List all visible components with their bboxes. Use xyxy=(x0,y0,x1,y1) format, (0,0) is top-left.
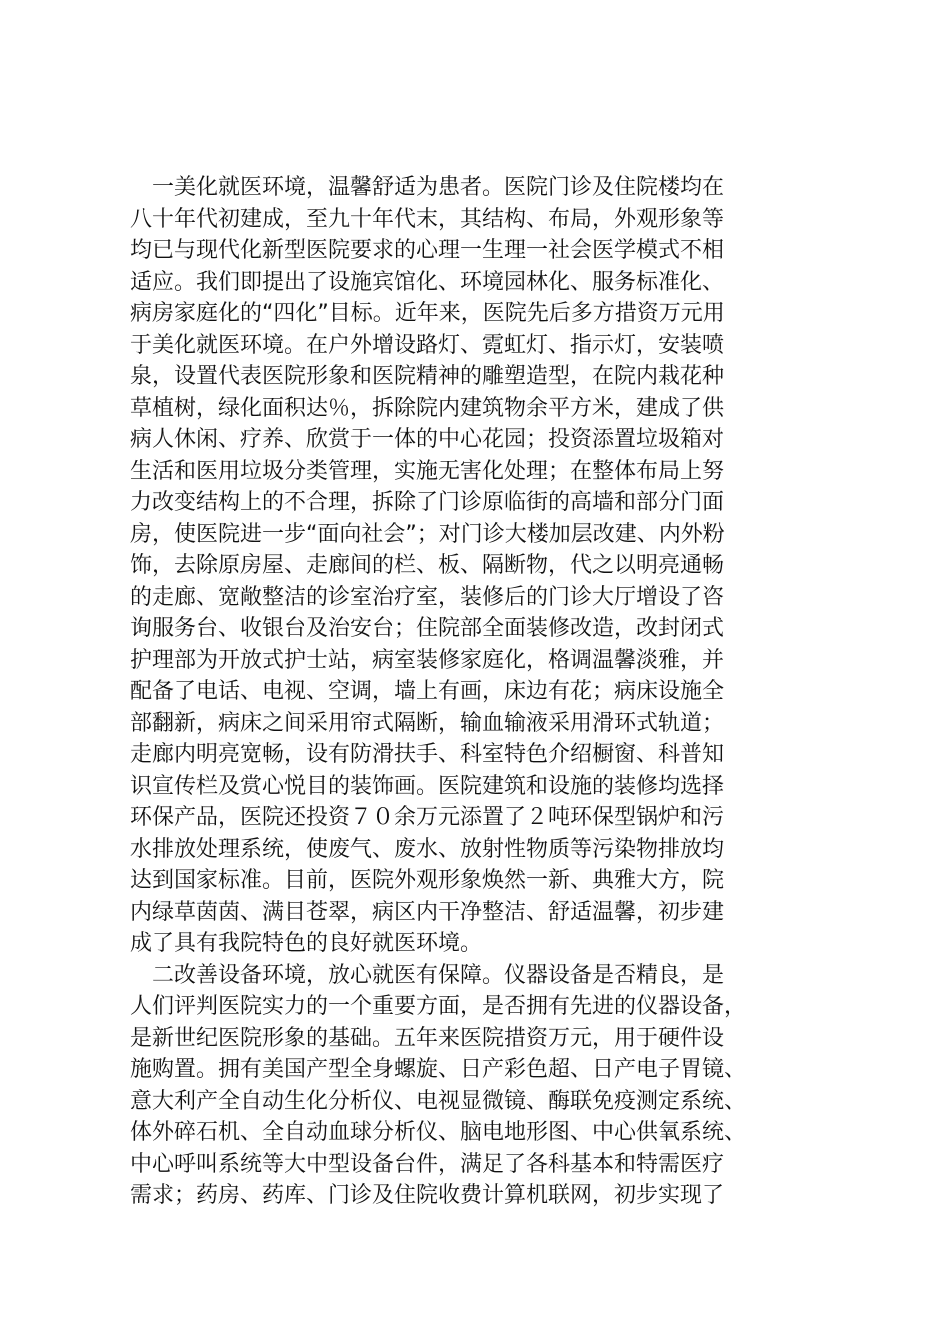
text-line: 部翻新，病床之间采用帘式隔断，输血输液采用滑环式轨道； xyxy=(130,710,725,736)
text-line: 于美化就医环境。在户外增设路灯、霓虹灯、指示灯，安装喷 xyxy=(130,332,725,358)
text-line: 配备了电话、电视、空调，墙上有画，床边有花；病床设施全 xyxy=(130,679,725,704)
text-line: 均已与现代化新型医院要求的心理一生理一社会医学模式不相 xyxy=(130,238,725,263)
text-line: 需求；药房、药库、门诊及住院收费计算机联网，初步实现了 xyxy=(130,1183,725,1208)
text-line: 询服务台、收银台及治安台；住院部全面装修改造，改封闭式 xyxy=(130,616,725,641)
text-line: 是新世纪医院形象的基础。五年来医院措资万元，用于硬件设 xyxy=(130,1025,725,1051)
text-line: 力改变结构上的不合理，拆除了门诊原临街的高墙和部分门面 xyxy=(130,490,725,515)
text-line: 草植树，绿化面积达％，拆除院内建筑物余平方米，建成了供 xyxy=(130,395,725,421)
paragraph-2 xyxy=(130,960,830,1212)
text-line: 施购置。拥有美国产型全身螺旋、日产彩色超、日产电子胃镜、 xyxy=(130,1057,747,1082)
text-line: 病房家庭化的“四化”目标。近年来，医院先后多方措资万元用 xyxy=(130,301,725,326)
text-line: 水排放处理系统，使废气、废水、放射性物质等污染物排放均 xyxy=(130,836,725,862)
text-line: 病人休闲、疗养、欣赏于一体的中心花园；投资添置垃圾箱对 xyxy=(130,427,725,452)
text-line: 识宣传栏及赏心悦目的装饰画。医院建筑和设施的装修均选择 xyxy=(130,773,725,799)
text-line: 护理部为开放式护士站，病室装修家庭化，格调温馨淡雅，并 xyxy=(130,647,725,673)
text-line: 走廊内明亮宽畅，设有防滑扶手、科室特色介绍橱窗、科普知 xyxy=(130,742,725,767)
paragraph-1 xyxy=(130,172,830,960)
text-line: 内绿草茵茵、满目苍翠，病区内干净整洁、舒适温馨，初步建 xyxy=(130,899,725,925)
text-line: 生活和医用垃圾分类管理，实施无害化处理；在整体布局上努 xyxy=(130,458,725,484)
text-line: 二改善设备环境，放心就医有保障。仪器设备是否精良，是 xyxy=(130,962,725,988)
document-body xyxy=(130,172,830,1212)
text-line: 体外碎石机、全自动血球分析仪、脑电地形图、中心供氧系统、 xyxy=(130,1120,747,1145)
text-line: 房，使医院进一步“面向社会”；对门诊大楼加层改建、内外粉 xyxy=(130,521,725,547)
text-line: 中心呼叫系统等大中型设备台件，满足了各科基本和特需医疗 xyxy=(130,1151,725,1177)
text-line: 泉，设置代表医院形象和医院精神的雕塑造型，在院内栽花种 xyxy=(130,364,725,389)
text-line: 意大利产全自动生化分析仪、电视显微镜、酶联免疫测定系统、 xyxy=(130,1088,747,1114)
text-line: 的走廊、宽敞整洁的诊室治疗室，装修后的门诊大厅增设了咨 xyxy=(130,584,725,610)
text-line: 人们评判医院实力的一个重要方面，是否拥有先进的仪器设备， xyxy=(130,994,747,1019)
text-line: 适应。我们即提出了设施宾馆化、环境园林化、服务标准化、 xyxy=(130,269,725,295)
text-line: 达到国家标准。目前，医院外观形象焕然一新、典雅大方，院 xyxy=(130,868,725,893)
text-line: 八十年代初建成，至九十年代末，其结构、布局，外观形象等 xyxy=(130,206,725,232)
text-line: 成了具有我院特色的良好就医环境。 xyxy=(130,931,483,956)
text-line: 饰，去除原房屋、走廊间的栏、板、隔断物，代之以明亮通畅 xyxy=(130,553,725,578)
text-line: 一美化就医环境，温馨舒适为患者。医院门诊及住院楼均在 xyxy=(130,175,725,200)
text-line: 环保产品，医院还投资７０余万元添置了２吨环保型锅炉和污 xyxy=(130,805,725,830)
